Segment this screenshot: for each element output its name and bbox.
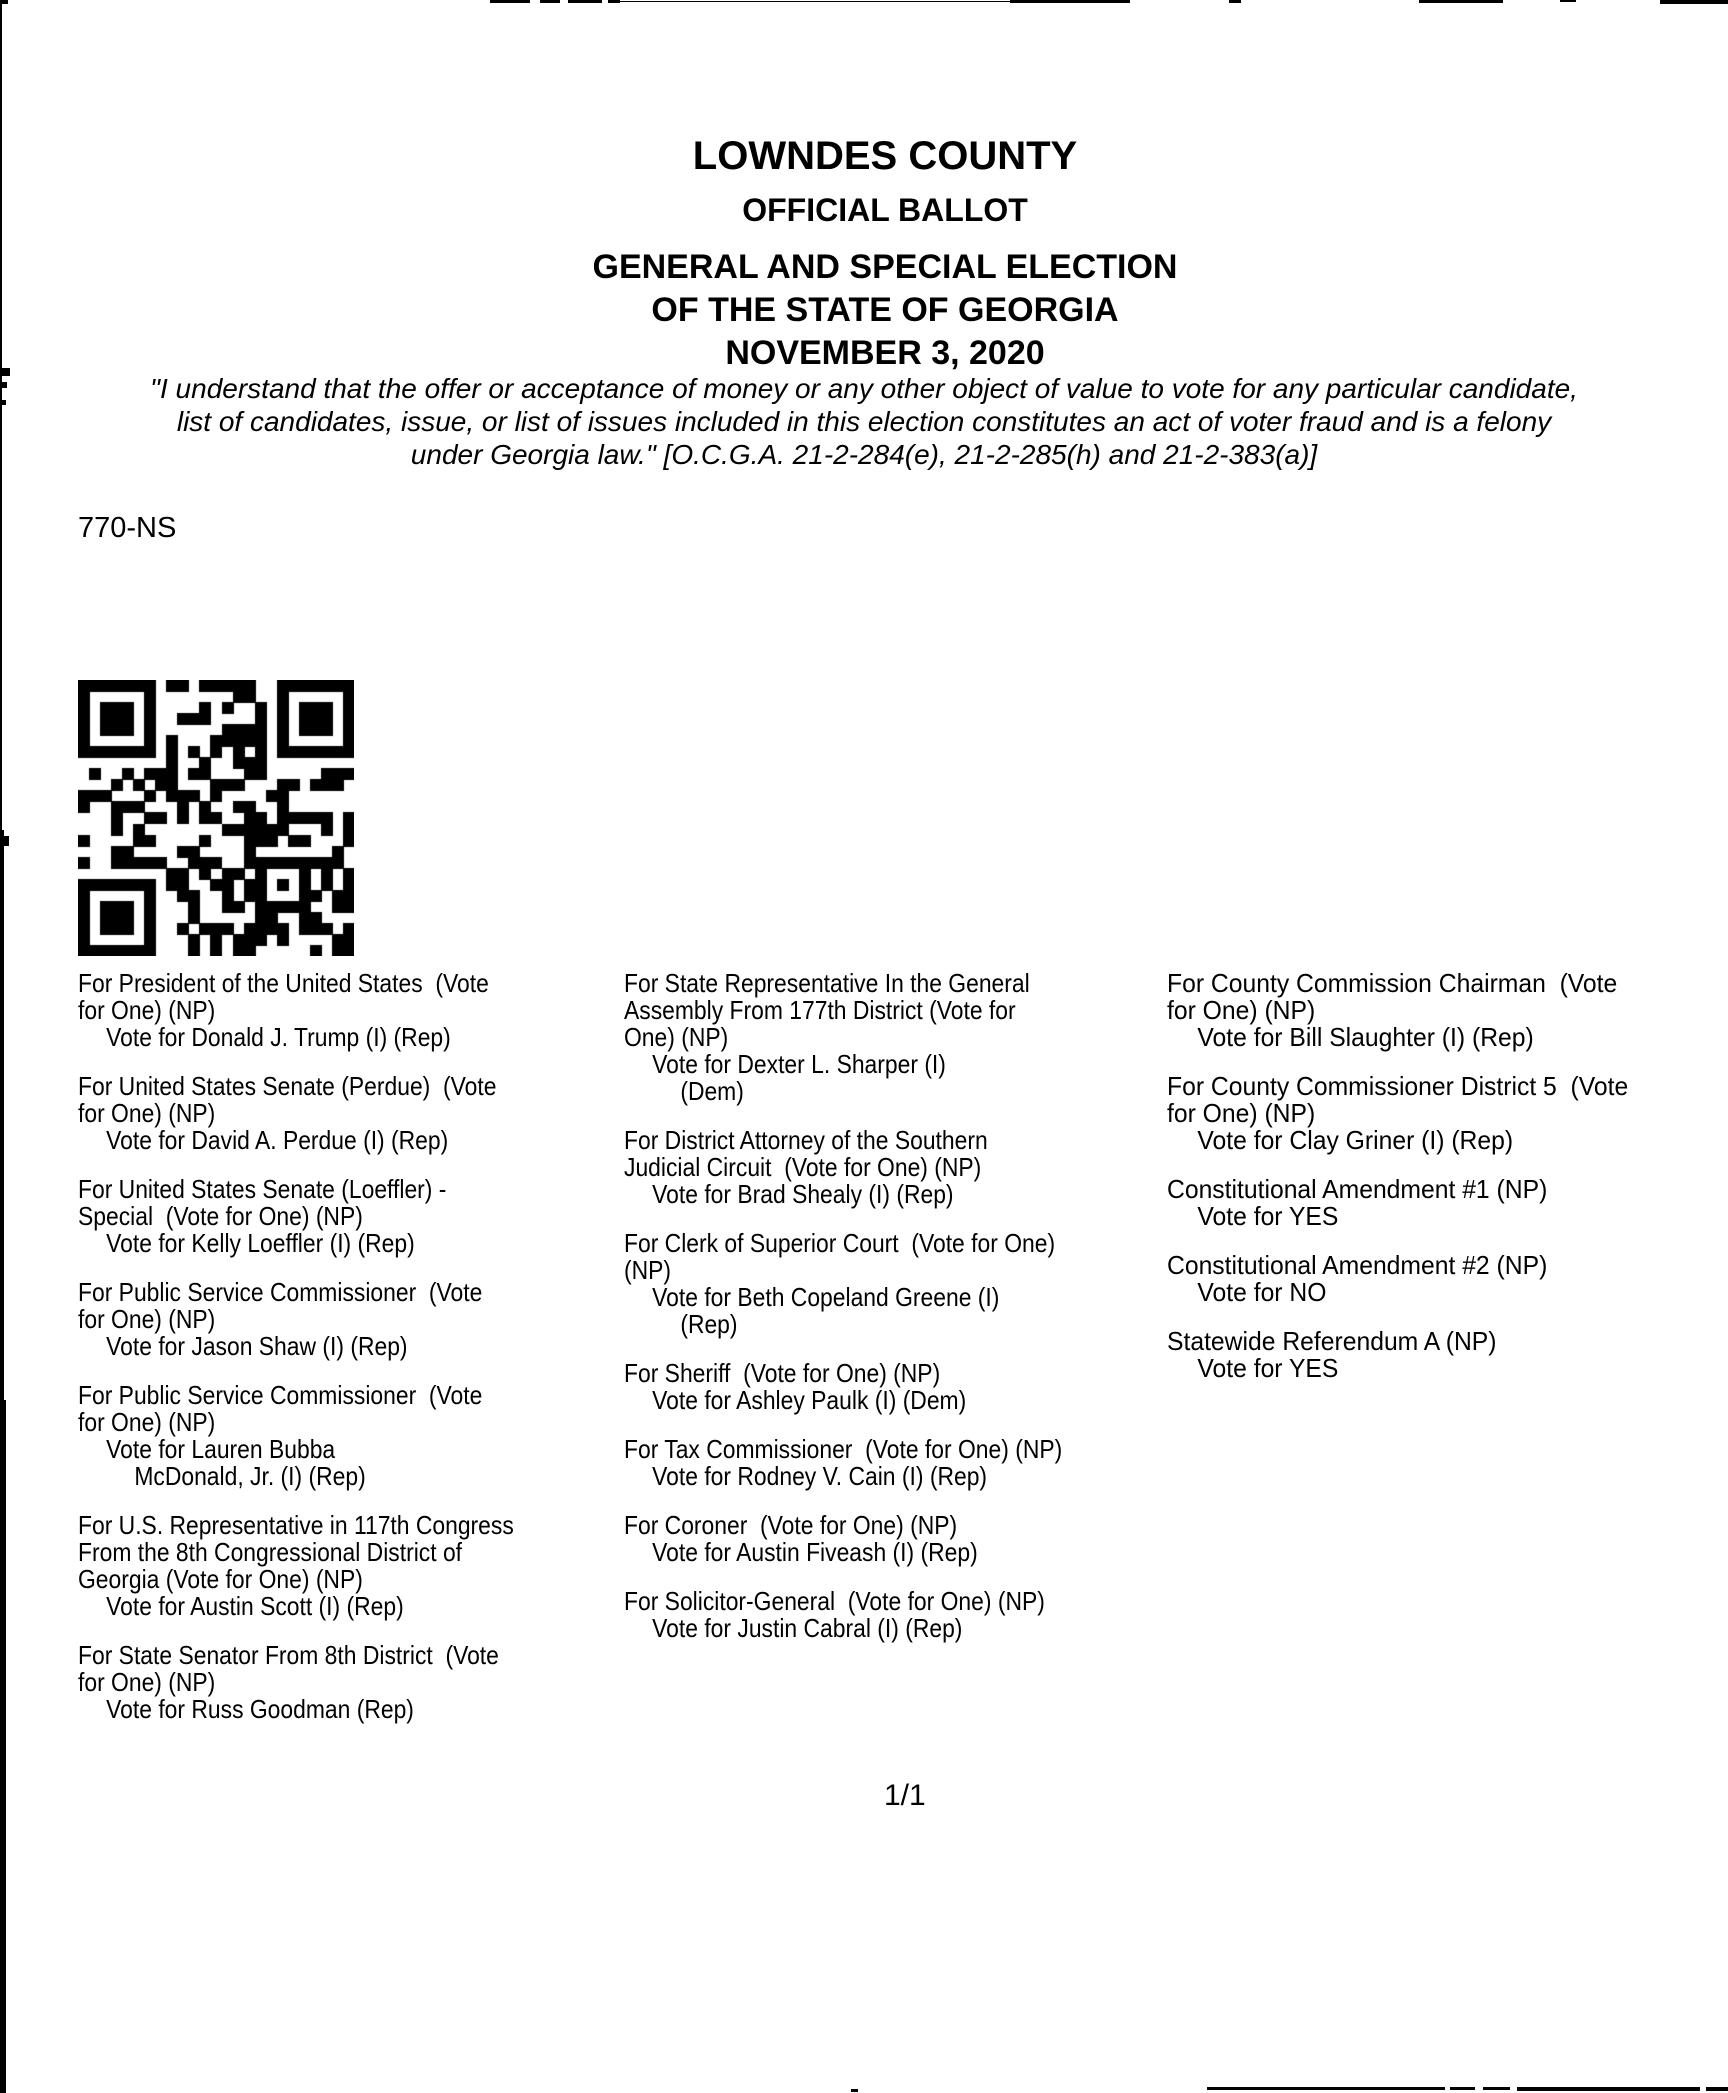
contest bbox=[1167, 1328, 1628, 1382]
contest bbox=[78, 1642, 514, 1723]
ballot-style-code: 770-NS bbox=[78, 512, 177, 544]
contest-title-line: For United States Senate (Perdue) (Vote bbox=[78, 1071, 497, 1101]
scan-artifact-line bbox=[1010, 0, 1130, 3]
contest-title-line: Constitutional Amendment #1 (NP) bbox=[1167, 1174, 1548, 1204]
contest bbox=[624, 1127, 1062, 1208]
contest-title-line: for One) (NP) bbox=[1167, 995, 1316, 1025]
county-title: LOWNDES COUNTY bbox=[692, 134, 1078, 178]
vote-selection-line: Vote for Clay Griner (I) (Rep) bbox=[1197, 1125, 1514, 1155]
vote-selection-line: Vote for Kelly Loeffler (I) (Rep) bbox=[106, 1228, 415, 1258]
scan-artifact-line bbox=[540, 0, 560, 3]
fraud-disclaimer bbox=[34, 372, 1694, 471]
contest-title-line: Statewide Referendum A (NP) bbox=[1167, 1326, 1497, 1356]
contest-title-line: For District Attorney of the Southern bbox=[624, 1125, 988, 1155]
qr-code bbox=[78, 680, 354, 956]
contest-title-line: For State Representative In the General bbox=[624, 968, 1030, 998]
vote-selection-line: Vote for Austin Fiveash (I) (Rep) bbox=[652, 1537, 978, 1567]
fraud-disclaimer-line: "I understand that the offer or acceptance of money or any other object of value to vote for any particular candidate, bbox=[150, 373, 1578, 404]
contest-title-line: Assembly From 177th District (Vote for bbox=[624, 995, 1016, 1025]
election-title-line: NOVEMBER 3, 2020 bbox=[725, 334, 1045, 372]
contest bbox=[78, 970, 514, 1051]
scan-artifact-line bbox=[1207, 2087, 1445, 2090]
vote-selection-line: Vote for Justin Cabral (I) (Rep) bbox=[652, 1613, 963, 1643]
scan-artifact-mark bbox=[0, 382, 7, 388]
contest-title-line: From the 8th Congressional District of bbox=[78, 1537, 463, 1567]
ballot-column bbox=[624, 970, 1062, 1664]
contest-title-line: for One) (NP) bbox=[78, 1667, 216, 1697]
vote-selection-line: Vote for Bill Slaughter (I) (Rep) bbox=[1197, 1022, 1534, 1052]
scan-artifact-mark bbox=[0, 368, 10, 376]
contest-title-line: For Coroner (Vote for One) (NP) bbox=[624, 1510, 958, 1540]
contest-title-line: For State Senator From 8th District (Vote bbox=[78, 1640, 499, 1670]
contest-title-line: Georgia (Vote for One) (NP) bbox=[78, 1564, 363, 1594]
vote-selection-line: Vote for Lauren Bubba bbox=[106, 1434, 336, 1464]
election-title-line: GENERAL AND SPECIAL ELECTION bbox=[592, 248, 1178, 286]
vote-selection-line: Vote for Rodney V. Cain (I) (Rep) bbox=[652, 1461, 988, 1491]
vote-selection-line: Vote for YES bbox=[1197, 1201, 1339, 1231]
contest-title-line: Special (Vote for One) (NP) bbox=[78, 1201, 363, 1231]
vote-selection-line: Vote for Russ Goodman (Rep) bbox=[106, 1694, 414, 1724]
vote-selection-line: Vote for Dexter L. Sharper (I) bbox=[652, 1049, 946, 1079]
contest-title-line: For Tax Commissioner (Vote for One) (NP) bbox=[624, 1434, 1063, 1464]
vote-selection-line: Vote for Donald J. Trump (I) (Rep) bbox=[106, 1022, 451, 1052]
ballot-column bbox=[1167, 970, 1628, 1404]
vote-selection-line: Vote for Jason Shaw (I) (Rep) bbox=[106, 1331, 408, 1361]
contest-title-line: For United States Senate (Loeffler) - bbox=[78, 1174, 447, 1204]
contest-title-line: For Public Service Commissioner (Vote bbox=[78, 1277, 483, 1307]
contest-title-line: for One) (NP) bbox=[78, 1407, 216, 1437]
ballot-header bbox=[40, 134, 1728, 375]
scan-artifact-line bbox=[1483, 2087, 1510, 2090]
contest bbox=[1167, 1252, 1628, 1306]
scan-artifact-line bbox=[620, 1, 1010, 2]
contest bbox=[78, 1176, 514, 1257]
vote-selection-line: (Dem) bbox=[680, 1076, 744, 1106]
contest-title-line: For Clerk of Superior Court (Vote for One) bbox=[624, 1228, 1056, 1258]
fraud-disclaimer-line: under Georgia law." [O.C.G.A. 21-2-284(e), 21-2-285(h) and 21-2-383(a)] bbox=[410, 439, 1318, 470]
contest-title-line: for One) (NP) bbox=[1167, 1098, 1316, 1128]
contest bbox=[78, 1279, 514, 1360]
scan-artifact-line bbox=[851, 2089, 858, 2092]
contest-title-line: For Solicitor-General (Vote for One) (NP) bbox=[624, 1586, 1045, 1616]
contest bbox=[78, 1382, 514, 1490]
scan-artifact-line bbox=[1419, 0, 1503, 3]
scan-artifact-line bbox=[1517, 2087, 1700, 2091]
vote-selection-line: Vote for NO bbox=[1197, 1277, 1327, 1307]
scan-artifact-line bbox=[1560, 0, 1576, 2]
vote-selection-line: Vote for David A. Perdue (I) (Rep) bbox=[106, 1125, 449, 1155]
vote-selection-line: Vote for Beth Copeland Greene (I) bbox=[652, 1282, 1000, 1312]
scan-artifact-line bbox=[568, 0, 602, 3]
contest-title-line: Constitutional Amendment #2 (NP) bbox=[1167, 1250, 1548, 1280]
contest bbox=[624, 1360, 1062, 1414]
scan-artifact-line bbox=[1450, 2087, 1475, 2090]
contest bbox=[624, 1588, 1062, 1642]
ballot-column bbox=[78, 970, 514, 1745]
contest-title-line: For County Commission Chairman (Vote bbox=[1167, 968, 1618, 998]
contest-title-line: For President of the United States (Vote bbox=[78, 968, 489, 998]
scan-artifact-line bbox=[608, 0, 620, 3]
contest-title-line: For U.S. Representative in 117th Congress bbox=[78, 1510, 514, 1540]
contest-title-line: (NP) bbox=[624, 1255, 672, 1285]
contest-title-line: For Public Service Commissioner (Vote bbox=[78, 1380, 483, 1410]
scan-artifact-line bbox=[0, 1400, 6, 2093]
contest-title-line: One) (NP) bbox=[624, 1022, 729, 1052]
vote-selection-line: McDonald, Jr. (I) (Rep) bbox=[134, 1461, 366, 1491]
scan-artifact-line bbox=[1706, 2087, 1728, 2091]
contest bbox=[78, 1512, 514, 1620]
scan-artifact-mark bbox=[0, 400, 6, 405]
contest-title-line: for One) (NP) bbox=[78, 995, 216, 1025]
election-title-line: OF THE STATE OF GEORGIA bbox=[651, 291, 1119, 329]
vote-selection-line: Vote for Ashley Paulk (I) (Dem) bbox=[652, 1385, 967, 1415]
scan-artifact-mark bbox=[0, 836, 9, 846]
contest bbox=[78, 1073, 514, 1154]
vote-selection-line: Vote for Brad Shealy (I) (Rep) bbox=[652, 1179, 954, 1209]
fraud-disclaimer-line: list of candidates, issue, or list of issues included in this election constitutes an act of voter fraud and is a felony bbox=[176, 406, 1552, 437]
ballot-type-title: OFFICIAL BALLOT bbox=[742, 192, 1028, 228]
contest-title-line: For Sheriff (Vote for One) (NP) bbox=[624, 1358, 941, 1388]
scan-artifact-line bbox=[490, 0, 530, 3]
contest-title-line: Judicial Circuit (Vote for One) (NP) bbox=[624, 1152, 982, 1182]
contest bbox=[1167, 1176, 1628, 1230]
contest-title-line: for One) (NP) bbox=[78, 1098, 216, 1128]
page-number: 1/1 bbox=[884, 1779, 926, 1812]
contest bbox=[624, 970, 1062, 1105]
vote-selection-line: (Rep) bbox=[680, 1309, 738, 1339]
election-title bbox=[40, 246, 1728, 375]
contest-title-line: For County Commissioner District 5 (Vote bbox=[1167, 1071, 1629, 1101]
contest bbox=[1167, 970, 1628, 1051]
vote-selection-line: Vote for YES bbox=[1197, 1353, 1339, 1383]
contest bbox=[1167, 1073, 1628, 1154]
vote-selection-line: Vote for Austin Scott (I) (Rep) bbox=[106, 1591, 404, 1621]
contest bbox=[624, 1230, 1062, 1338]
scan-artifact-line bbox=[1660, 0, 1728, 4]
contest bbox=[624, 1436, 1062, 1490]
contest-title-line: for One) (NP) bbox=[78, 1304, 216, 1334]
contest bbox=[624, 1512, 1062, 1566]
scan-artifact-line bbox=[1229, 0, 1241, 3]
